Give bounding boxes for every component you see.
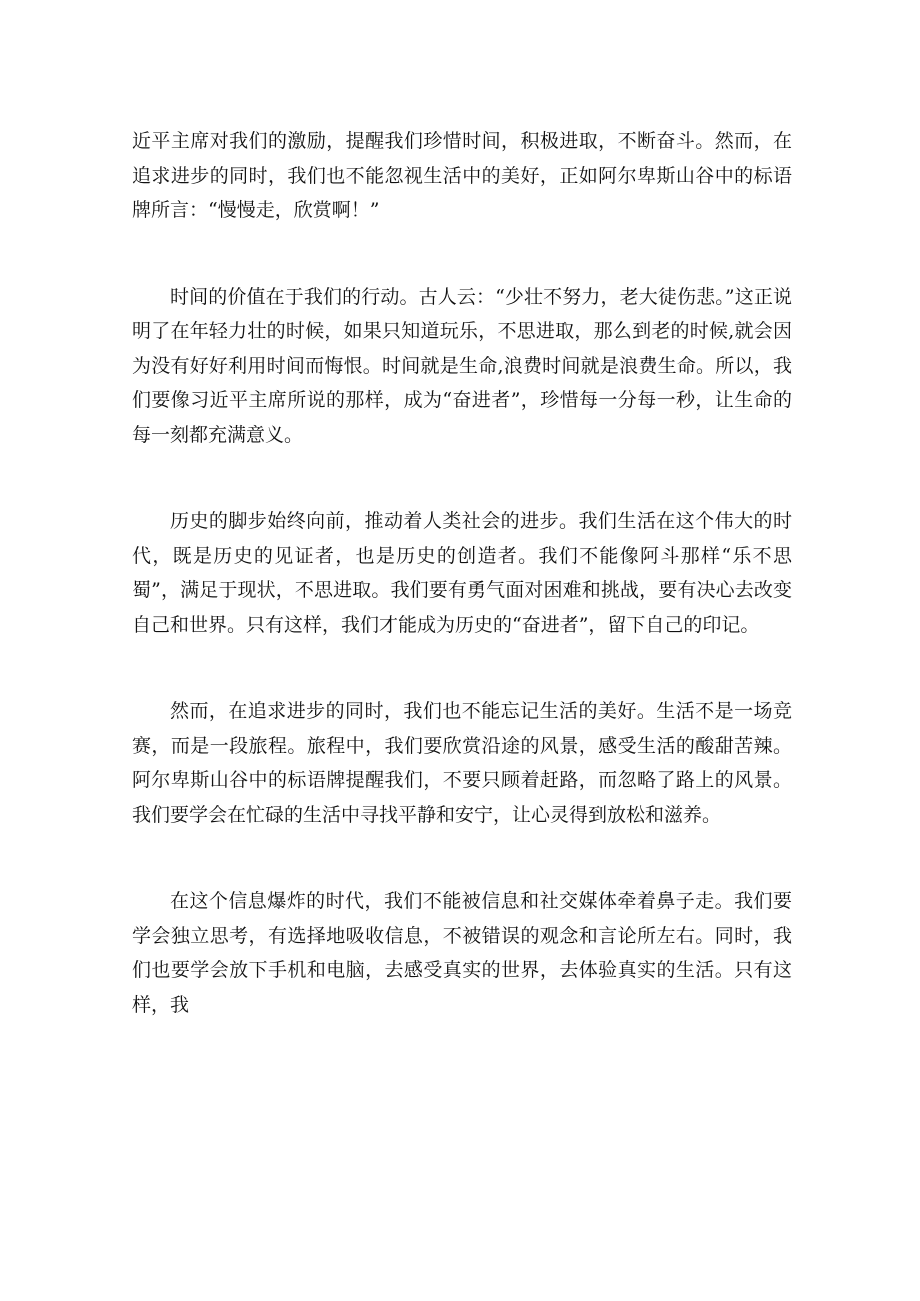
- paragraph-4: 然而，在追求进步的同时，我们也不能忘记生活的美好。生活不是一场竞赛，而是一段旅程。旅程中，我们要欣赏沿途的风景，感受生活的酸甜苦辣。阿尔卑斯山谷中的标语牌提醒我们，不要只顾着赶路，而忽略了路上的风景。我们要学会在忙碌的生活中寻找平静和安宁，让心灵得到放松和滋养。: [132, 700, 792, 826]
- paragraph-1: 近平主席对我们的激励，提醒我们珍惜时间，积极进取，不断奋斗。然而，在追求进步的同时，我们也不能忽视生活中的美好，正如阿尔卑斯山谷中的标语牌所言：“慢慢走，欣赏啊！”: [132, 130, 792, 221]
- document-body: [132, 124, 792, 1074]
- paragraph-3: 历史的脚步始终向前，推动着人类社会的进步。我们生活在这个伟大的时代，既是历史的见证者，也是历史的创造者。我们不能像阿斗那样“乐不思蜀”，满足于现状，不思进取。我们要有勇气面对困难和挑战，要有决心去改变自己和世界。只有这样，我们才能成为历史的“奋进者”，留下自己的印记。: [132, 510, 792, 636]
- paragraph-2: 时间的价值在于我们的行动。古人云：“少壮不努力，老大徒伤悲。”这正说明了在年轻力壮的时候，如果只知道玩乐，不思进取，那么到老的时候,就会因为没有好好利用时间而悔恨。时间就是生命,浪费时间就是浪费生命。所以，我们要像习近平主席所说的那样，成为“奋进者”，珍惜每一分每一秒，让生命的每一刻都充满意义。: [132, 285, 792, 446]
- paragraph-5: 在这个信息爆炸的时代，我们不能被信息和社交媒体牵着鼻子走。我们要学会独立思考，有选择地吸收信息，不被错误的观念和言论所左右。同时，我们也要学会放下手机和电脑，去感受真实的世界，去体验真实的生活。只有这样，我: [132, 890, 792, 1016]
